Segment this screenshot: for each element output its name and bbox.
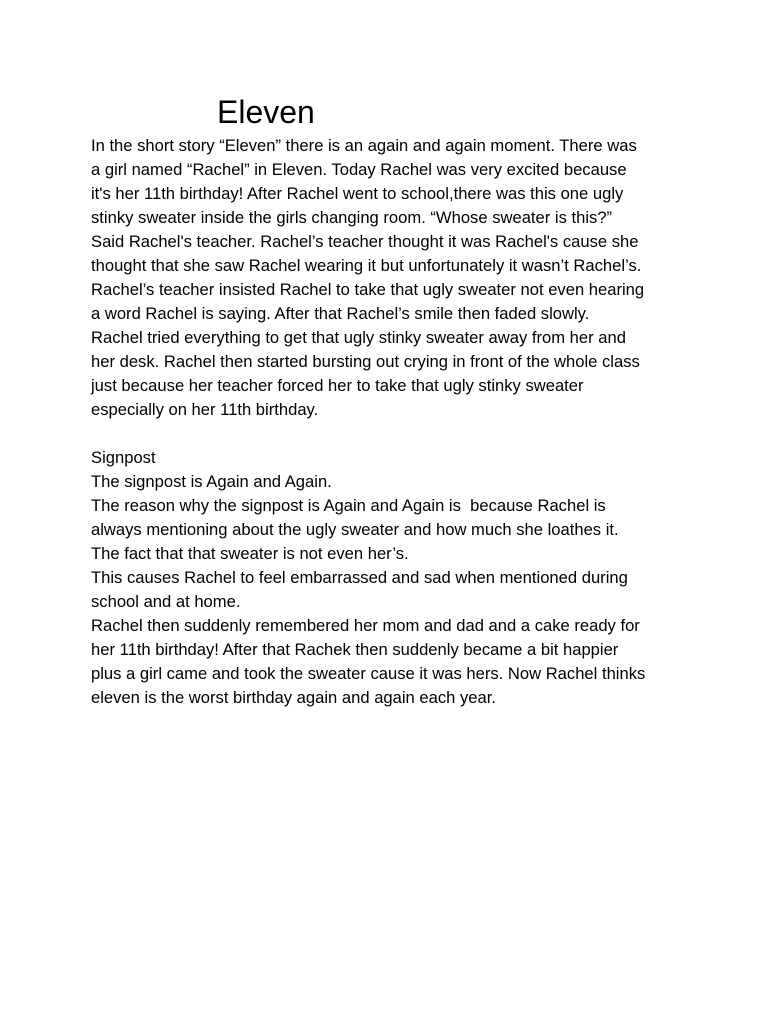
body-line: school and at home.	[91, 592, 241, 611]
body-line: plus a girl came and took the sweater cause it was hers. Now Rachel thinks	[91, 664, 646, 683]
body-line: her 11th birthday! After that Rachek then suddenly became a bit happier	[91, 640, 619, 659]
body-line: a girl named “Rachel” in Eleven. Today Rachel was very excited because	[91, 160, 627, 179]
document-body	[91, 134, 691, 710]
body-line: Said Rachel's teacher. Rachel’s teacher thought it was Rachel's cause she	[91, 232, 639, 251]
body-line: The signpost is Again and Again.	[91, 472, 332, 491]
body-line: Rachel then suddenly remembered her mom and dad and a cake ready for	[91, 616, 640, 635]
body-line: stinky sweater inside the girls changing room. “Whose sweater is this?”	[91, 208, 613, 227]
body-line: In the short story “Eleven” there is an again and again moment. There was	[91, 136, 637, 155]
body-line: it's her 11th birthday! After Rachel went to school,there was this one ugly	[91, 184, 624, 203]
body-line: eleven is the worst birthday again and again each year.	[91, 688, 496, 707]
blank-line	[91, 422, 691, 446]
body-line: This causes Rachel to feel embarrassed and sad when mentioned during	[91, 568, 628, 587]
document-title: Eleven	[217, 94, 315, 130]
body-line: The reason why the signpost is Again and Again is because Rachel is	[91, 496, 606, 515]
body-line: Rachel’s teacher insisted Rachel to take that ugly sweater not even hearing	[91, 280, 645, 299]
body-line: a word Rachel is saying. After that Rachel’s smile then faded slowly.	[91, 304, 590, 323]
body-line: thought that she saw Rachel wearing it but unfortunately it wasn’t Rachel’s.	[91, 256, 642, 275]
body-line: always mentioning about the ugly sweater and how much she loathes it.	[91, 520, 619, 539]
body-line: her desk. Rachel then started bursting out crying in front of the whole class	[91, 352, 640, 371]
section-heading-signpost: Signpost	[91, 448, 156, 467]
body-line: just because her teacher forced her to take that ugly stinky sweater	[91, 376, 584, 395]
body-line: especially on her 11th birthday.	[91, 400, 319, 419]
body-line: Rachel tried everything to get that ugly stinky sweater away from her and	[91, 328, 626, 347]
body-line: The fact that that sweater is not even her’s.	[91, 544, 409, 563]
